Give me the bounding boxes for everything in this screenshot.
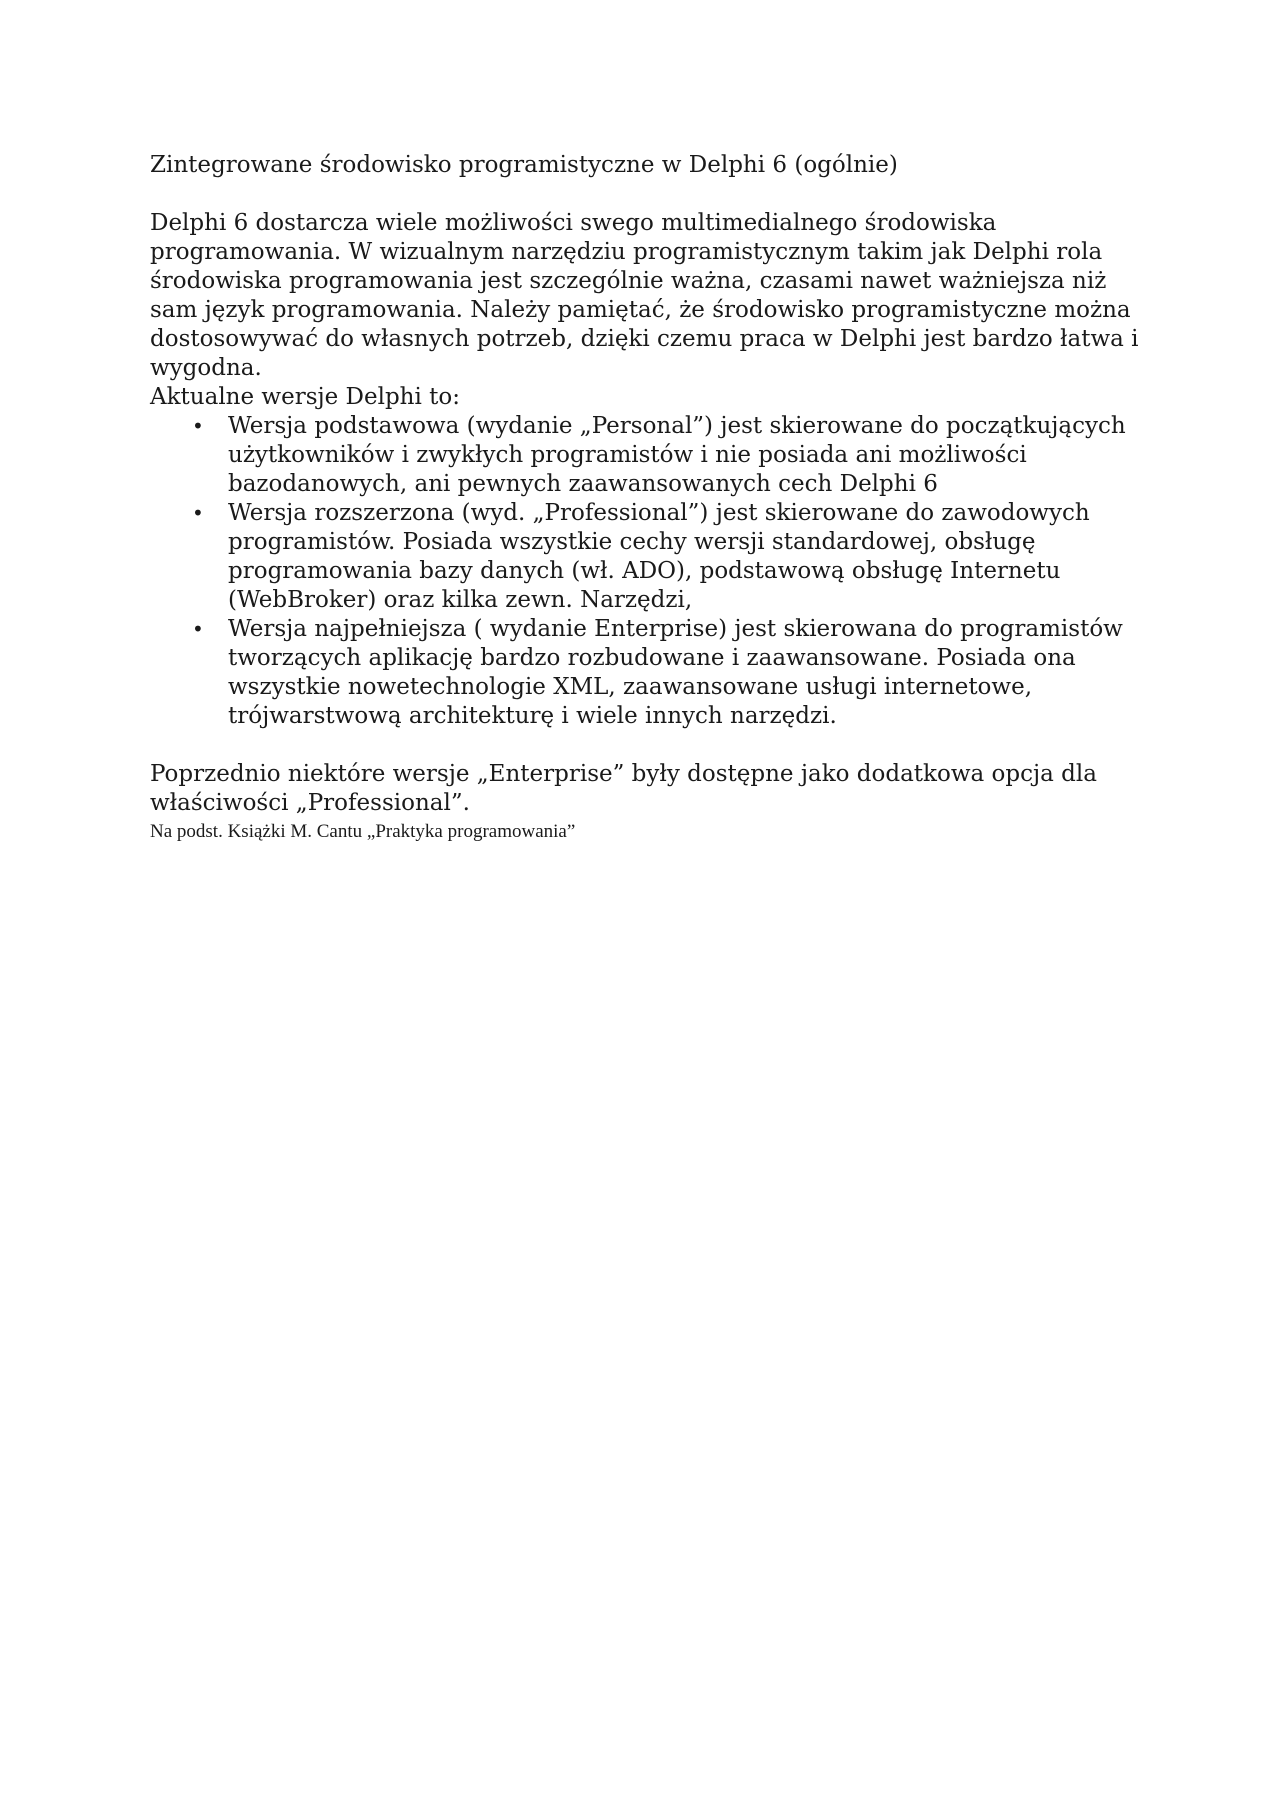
list-item — [192, 615, 1150, 731]
source-note: Na podst. Książki M. Cantu „Praktyka programowania” — [150, 821, 576, 842]
closing-paragraph: Poprzednio niektóre wersje „Enterprise” były dostępne jako dodatkowa opcja dla właściwości „Professional”. — [150, 761, 1097, 816]
bullet-icon: • — [192, 617, 204, 641]
intro-paragraph: Delphi 6 dostarcza wiele możliwości swego multimedialnego środowiska programowania. W wizualnym narzędziu programistycznym takim jak Delphi rola środowiska programowania jest szczególnie ważna, czasami nawet ważniejsza niż sam język programowania. Należy pamiętać, że środowisko programistyczne można dostosowywać do własnych potrzeb, dzięki czemu praca w Delphi jest bardzo łatwa i wygodna. — [150, 210, 1139, 381]
versions-heading: Aktualne wersje Delphi to: — [150, 384, 461, 410]
bullet-icon: • — [192, 414, 204, 438]
list-item-text: Wersja najpełniejsza ( wydanie Enterprise) jest skierowana do programistów tworzących aplikację bardzo rozbudowane i zaawansowane. Posiada ona wszystkie nowetechnologie XML, zaawansowane usługi internetowe, trójwarstwową architekturę i wiele innych narzędzi. — [228, 616, 1123, 729]
document-title: Zintegrowane środowisko programistyczne w Delphi 6 (ogólnie) — [150, 152, 898, 178]
list-item — [192, 499, 1150, 615]
list-item — [192, 412, 1150, 499]
list-item-text: Wersja podstawowa (wydanie „Personal”) jest skierowane do początkujących użytkowników i zwykłych programistów i nie posiada ani możliwości bazodanowych, ani pewnych zaawansowanych cech Delphi 6 — [228, 413, 1126, 497]
list-item-text: Wersja rozszerzona (wyd. „Professional”) jest skierowane do zawodowych programistów. Posiada wszystkie cechy wersji standardowej, obsługę programowania bazy danych (wł. ADO), podstawową obsługę Internetu (WebBroker) oraz kilka zewn. Narzędzi, — [228, 500, 1090, 613]
bullet-icon: • — [192, 501, 204, 525]
paragraph-spacer — [150, 731, 1150, 760]
document-body — [150, 151, 1150, 844]
versions-list — [150, 412, 1150, 731]
